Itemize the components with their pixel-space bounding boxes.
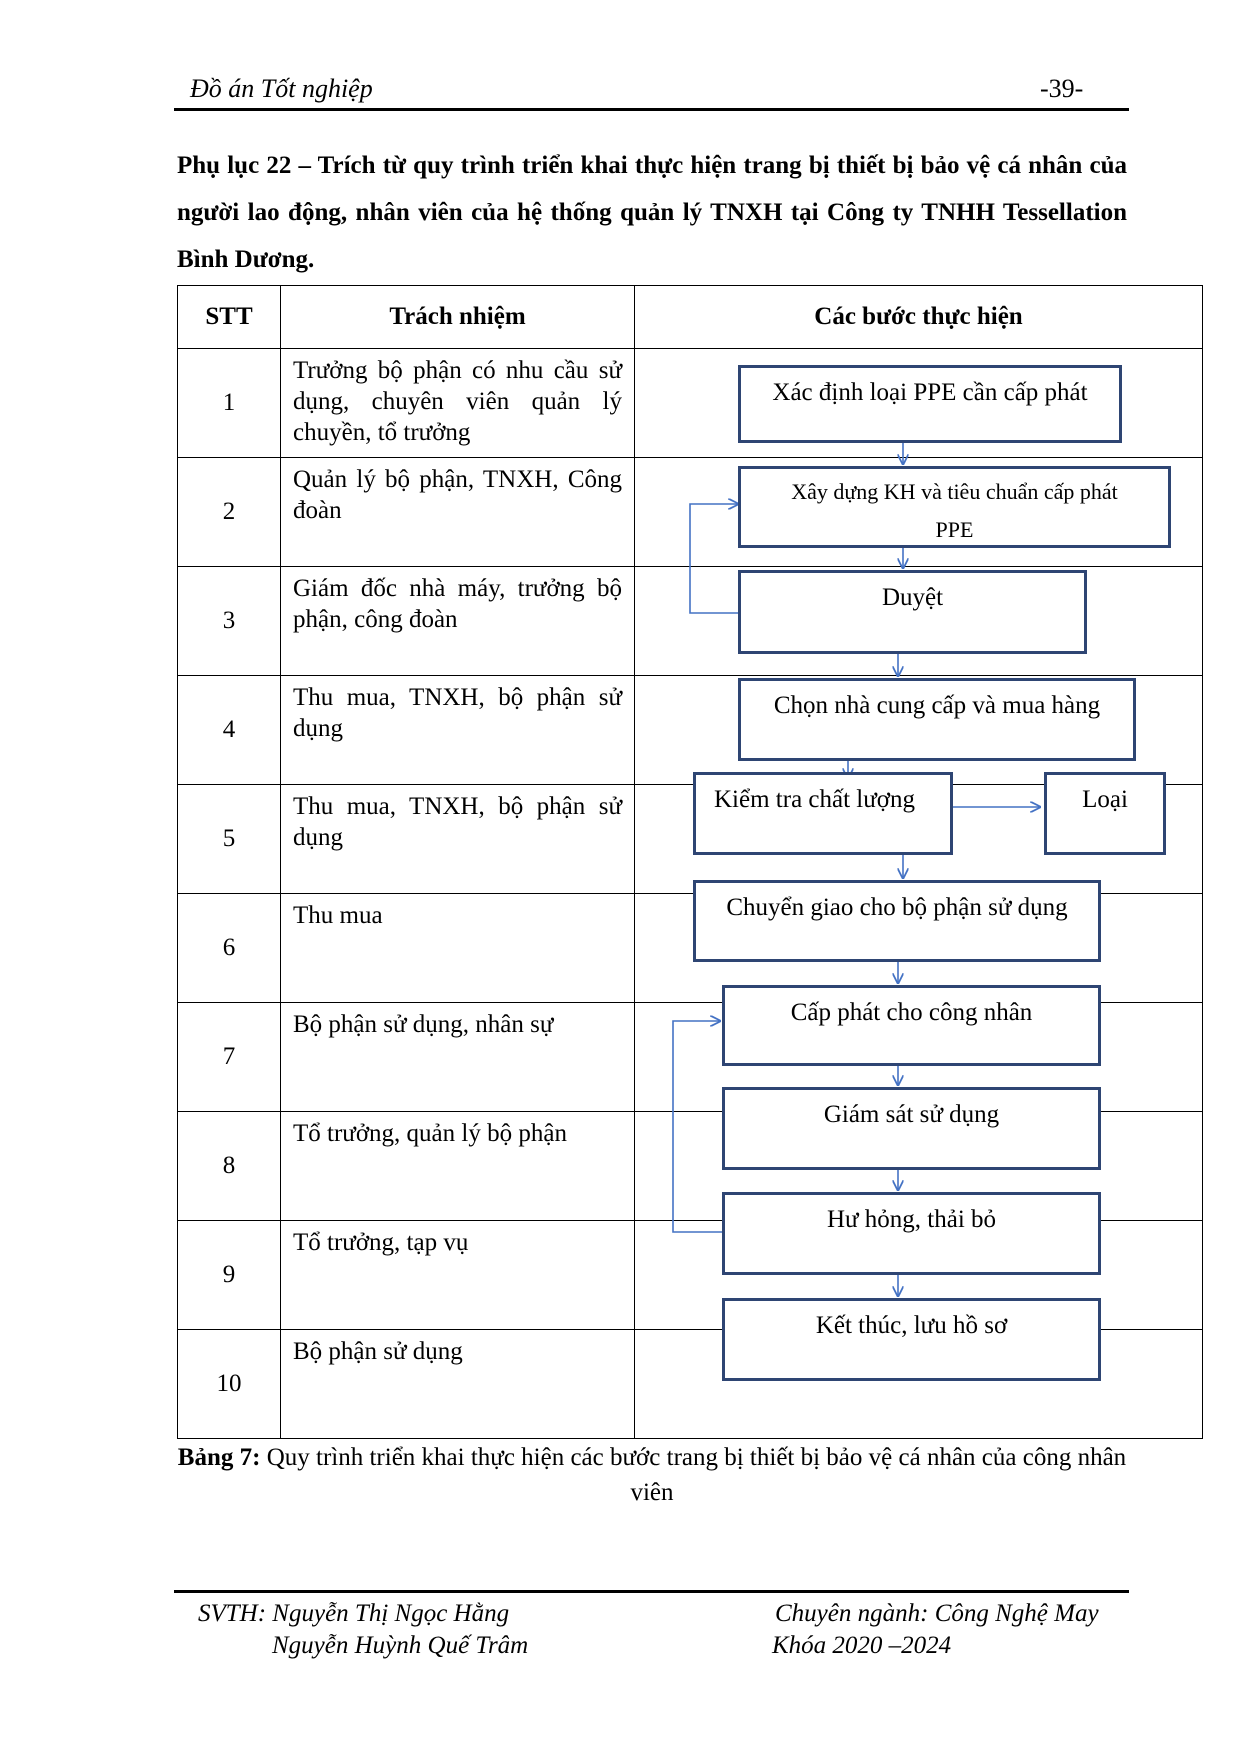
flow-step-9-box: Hư hỏng, thải bỏ	[722, 1192, 1101, 1275]
row-stt: 6	[178, 894, 281, 1003]
row-responsibility: Tổ trưởng, tạp vụ	[281, 1221, 635, 1330]
row-stt: 5	[178, 785, 281, 894]
row-stt: 10	[178, 1330, 281, 1439]
flow-step-3-box: Duyệt	[738, 570, 1087, 654]
flow-step-1-box: Xác định loại PPE cần cấp phát	[738, 365, 1122, 443]
flow-step-4-box: Chọn nhà cung cấp và mua hàng	[738, 678, 1136, 761]
flow-step-8-box: Giám sát sử dụng	[722, 1087, 1101, 1170]
col-header-stt: STT	[178, 286, 281, 349]
row-stt: 1	[178, 349, 281, 458]
footer-course: Khóa 2020 –2024	[772, 1632, 952, 1659]
footer-major: Chuyên ngành: Công Nghệ May	[775, 1600, 1099, 1627]
flow-step-10-box: Kết thúc, lưu hồ sơ	[722, 1298, 1101, 1381]
row-stt: 4	[178, 676, 281, 785]
row-responsibility: Quản lý bộ phận, TNXH, Công đoàn	[281, 458, 635, 567]
appendix-title: Phụ lục 22 – Trích từ quy trình triển khai thực hiện trang bị thiết bị bảo vệ cá nhân của người lao động, nhân viên của hệ thống quản lý TNXH tại Công ty TNHH Tessellation Bình Dương.	[177, 152, 1127, 273]
row-stt: 2	[178, 458, 281, 567]
caption-text: Quy trình triển khai thực hiện các bước trang bị thiết bị bảo vệ cá nhân của công nhân viên	[260, 1444, 1127, 1506]
row-stt: 3	[178, 567, 281, 676]
col-header-responsibility: Trách nhiệm	[281, 286, 635, 349]
flow-step-5-box: Kiểm tra chất lượng	[693, 772, 953, 855]
flow-step-6-box: Chuyển giao cho bộ phận sử dụng	[693, 880, 1101, 962]
footer-student-1: SVTH: Nguyễn Thị Ngọc Hằng	[198, 1600, 510, 1627]
row-responsibility: Bộ phận sử dụng, nhân sự	[281, 1003, 635, 1112]
page-number: -39-	[1040, 74, 1084, 103]
row-responsibility: Giám đốc nhà máy, trưởng bộ phận, công đoàn	[281, 567, 635, 676]
row-responsibility: Thu mua, TNXH, bộ phận sử dụng	[281, 785, 635, 894]
caption-label: Bảng 7:	[177, 1444, 261, 1471]
row-responsibility: Thu mua, TNXH, bộ phận sử dụng	[281, 676, 635, 785]
row-responsibility: Tổ trưởng, quản lý bộ phận	[281, 1112, 635, 1221]
row-stt: 7	[178, 1003, 281, 1112]
header-title: Đồ án Tốt nghiệp	[190, 74, 373, 103]
col-header-steps: Các bước thực hiện	[635, 286, 1203, 349]
row-stt: 8	[178, 1112, 281, 1221]
flow-step-2-box: Xây dựng KH và tiêu chuẩn cấp phát PPE	[738, 466, 1171, 548]
table-caption	[177, 1440, 1127, 1510]
flow-step-5-reject-box: Loại	[1044, 772, 1166, 855]
flow-step-7-box: Cấp phát cho công nhân	[722, 985, 1101, 1066]
row-responsibility: Thu mua	[281, 894, 635, 1003]
header-rule	[174, 108, 1129, 111]
footer-student-2: Nguyễn Huỳnh Quế Trâm	[272, 1632, 529, 1659]
row-responsibility: Bộ phận sử dụng	[281, 1330, 635, 1439]
row-stt: 9	[178, 1221, 281, 1330]
row-responsibility: Trưởng bộ phận có nhu cầu sử dụng, chuyên viên quản lý chuyền, tổ trưởng	[281, 349, 635, 458]
footer-rule	[174, 1590, 1129, 1593]
table-header-row	[178, 286, 1203, 349]
